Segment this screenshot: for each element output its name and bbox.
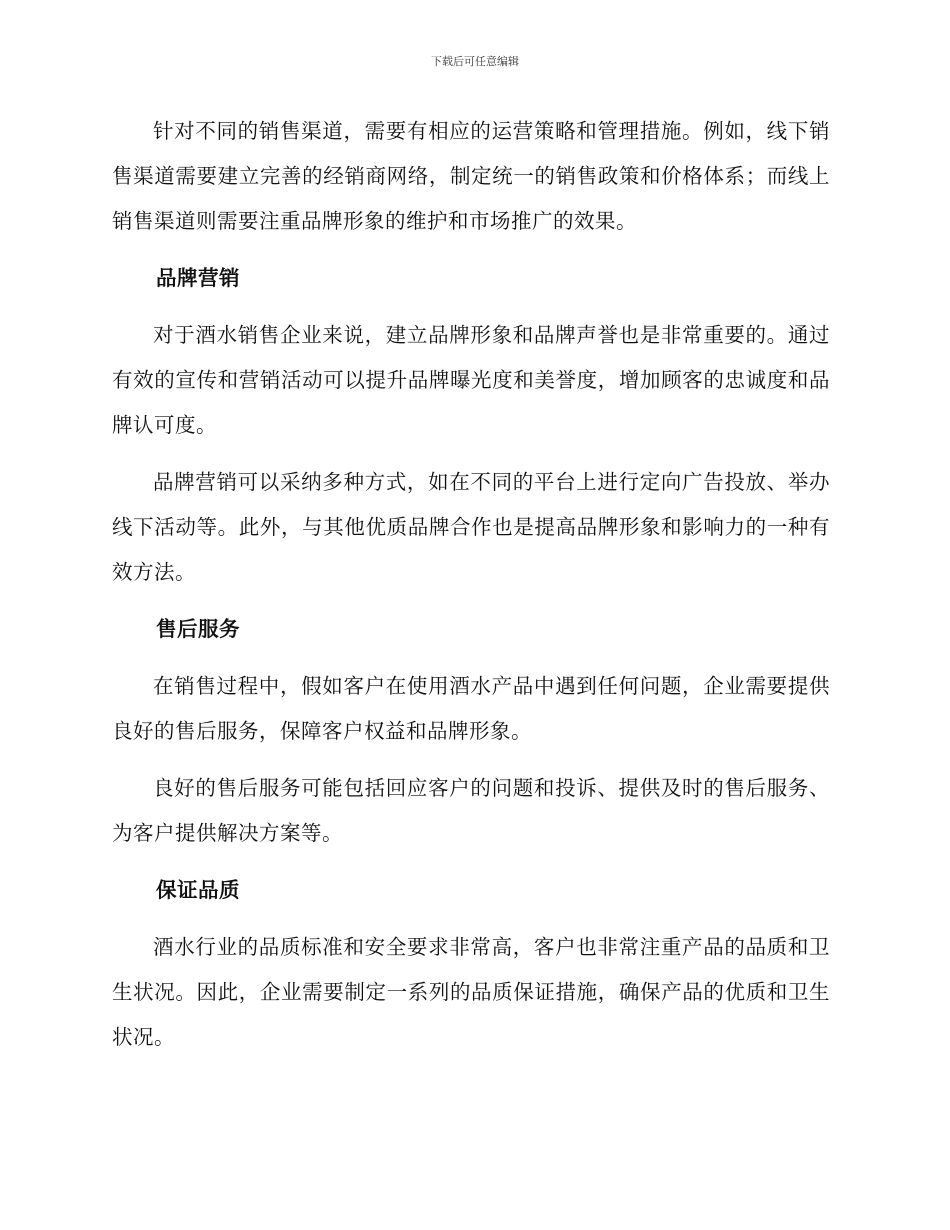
quality-paragraph-1: 酒水行业的品质标准和安全要求非常高，客户也非常注重产品的品质和卫生状况。因此，企业需要制定一系列的品质保证措施，确保产品的优质和卫生状况。 [112,935,830,1049]
after-sales-paragraph-1: 在销售过程中，假如客户在使用酒水产品中遇到任何问题，企业需要提供良好的售后服务，保障客户权益和品牌形象。 [112,674,830,743]
brand-paragraph-2: 品牌营销可以采纳多种方式，如在不同的平台上进行定向广告投放、举办线下活动等。此外，与其他优质品牌合作也是提高品牌形象和影响力的一种有效方法。 [112,470,830,584]
section-heading-brand: 品牌营销 [156,266,240,290]
brand-paragraph-1: 对于酒水销售企业来说，建立品牌形象和品牌声誉也是非常重要的。通过有效的宣传和营销活动可以提升品牌曝光度和美誉度，增加顾客的忠诚度和品牌认可度。 [112,323,830,437]
page-header: 下载后可任意编辑 [431,55,519,68]
section-heading-after-sales: 售后服务 [156,617,240,641]
intro-paragraph: 针对不同的销售渠道，需要有相应的运营策略和管理措施。例如，线下销售渠道需要建立完善的经销商网络，制定统一的销售政策和价格体系；而线上销售渠道则需要注重品牌形象的维护和市场推广的效果。 [112,119,830,233]
after-sales-paragraph-2: 良好的售后服务可能包括回应客户的问题和投诉、提供及时的售后服务、为客户提供解决方案等。 [112,776,830,845]
document-body [112,109,830,1060]
section-heading-quality: 保证品质 [156,878,240,902]
